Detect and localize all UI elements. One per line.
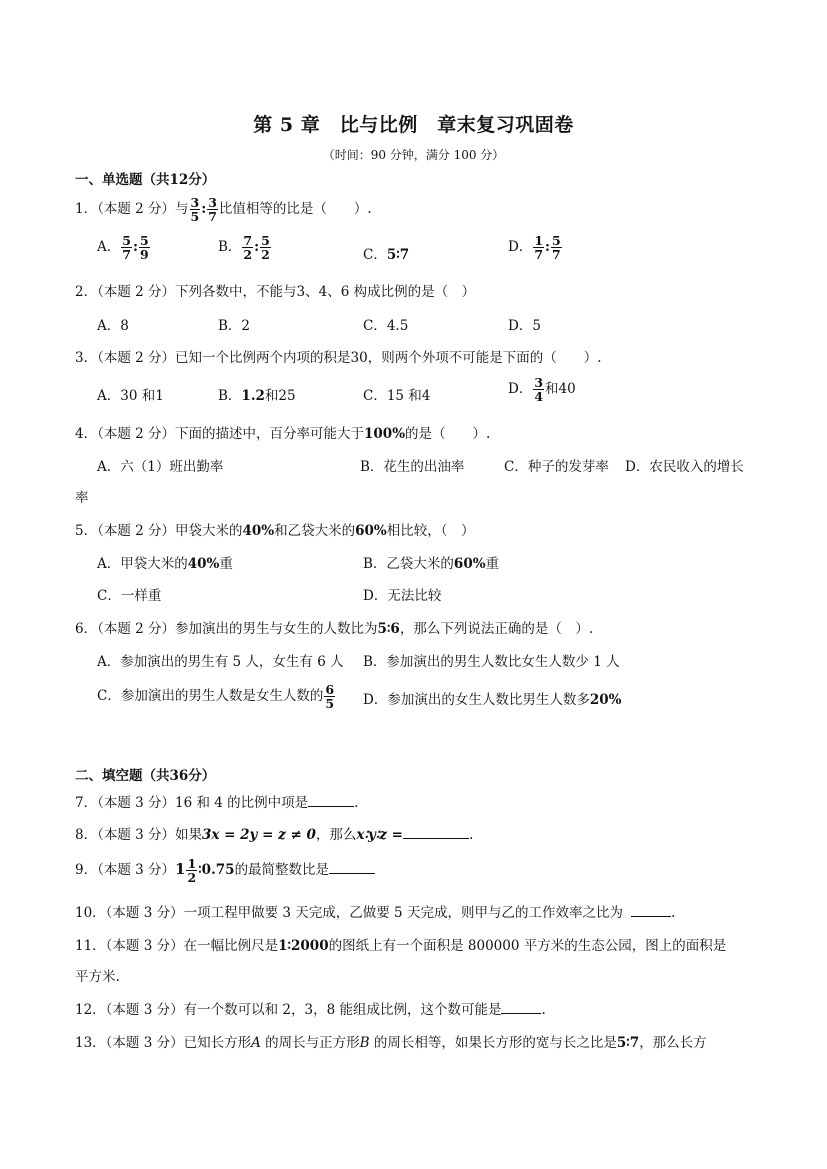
- question-text: 1．（本题 2 分）与: [75, 201, 189, 217]
- q1-option-c[interactable]: C．5∶7: [363, 247, 410, 263]
- question-12: 12．（本题 3 分）有一个数可以和 2，3，8 能组成比例，这个数可能是 .: [75, 1002, 546, 1018]
- question-11: 11．（本题 3 分）在一幅比例尺是1∶2000的图纸上有一个面积是 800000 平方米的生态公园，图上的面积是: [75, 938, 727, 954]
- q4-option-d[interactable]: D．农民收入的增长: [625, 459, 744, 475]
- question-7: 7．（本题 3 分）16 和 4 的比例中项是 .: [75, 795, 359, 811]
- q3-option-d[interactable]: D． $\frac{3}{4}$ 和40: [508, 375, 576, 405]
- q3-option-c[interactable]: C．15 和4: [363, 388, 431, 404]
- q4-option-b[interactable]: B．花生的出油率: [360, 459, 465, 475]
- page-title: 第 5 章 比与比例 章末复习巩固卷: [253, 114, 574, 136]
- q5-option-d[interactable]: D．无法比较: [363, 588, 442, 604]
- q4-option-a[interactable]: A．六（1）班出勤率: [97, 459, 224, 475]
- q5-option-a[interactable]: A．甲袋大米的40%重: [97, 556, 233, 572]
- fraction: $\frac{3}{5}$: [190, 194, 200, 224]
- section-heading-single-choice: 一、单选题（共12分）: [75, 172, 216, 188]
- question-2: 2．（本题 2 分）下列各数中，不能与3、4、6 构成比例的是（ ）: [75, 284, 476, 300]
- question-3: 3．（本题 2 分）已知一个比例两个内项的积是30，则两个外项不可能是下面的（ ）.: [75, 350, 602, 366]
- question-text: 比值相等的比是（ ）.: [218, 201, 372, 217]
- question-4: 4．（本题 2 分）下面的描述中，百分率可能大于100%的是（ ）.: [75, 426, 491, 442]
- q2-option-d[interactable]: D．5: [508, 318, 541, 334]
- q6-option-a[interactable]: A．参加演出的男生有 5 人，女生有 6 人: [97, 654, 344, 670]
- question-10: 10．（本题 3 分）一项工程甲做要 3 天完成，乙做要 5 天完成，则甲与乙的工作效率之比为 .: [75, 905, 676, 921]
- q3-option-b[interactable]: B．1.2和25: [218, 388, 296, 404]
- q6-option-b[interactable]: B．参加演出的男生人数比女生人数少 1 人: [363, 654, 620, 670]
- q2-option-b[interactable]: B．2: [218, 318, 251, 334]
- section-heading-fill-in: 二、填空题（共36分）: [75, 768, 216, 784]
- q1-option-b[interactable]: B． $\frac{7}{2}$ : $\frac{5}{2}$: [218, 233, 270, 263]
- question-8: 8．（本题 3 分）如果3x = 2y = z ≠ 0，那么x∶y∶z = .: [75, 827, 474, 843]
- q4-option-d-wrap: 率: [75, 490, 89, 506]
- question-11-wrap: 平方米.: [75, 969, 120, 985]
- q6-option-d[interactable]: D．参加演出的女生人数比男生人数多20%: [363, 692, 622, 708]
- q2-option-a[interactable]: A．8: [97, 318, 129, 334]
- question-9: 9．（本题 3 分）1 $\frac{1}{2}$ ∶0.75的最简整数比是: [75, 852, 375, 887]
- question-1: 1．（本题 2 分）与 $\frac{3}{5}$ : $\frac{3}{7}$ 比值相等的比是（ ）.: [75, 194, 372, 224]
- q1-option-d[interactable]: D． $\frac{1}{7}$ : $\frac{5}{7}$: [508, 233, 561, 263]
- answer-blank[interactable]: [501, 1000, 541, 1014]
- question-13: 13．（本题 3 分）已知长方形A 的周长与正方形B 的周长相等，如果长方形的宽与长之比是5∶7，那么长方: [75, 1035, 707, 1051]
- q5-option-c[interactable]: C．一样重: [97, 588, 162, 604]
- question-6: 6．（本题 2 分）参加演出的男生与女生的人数比为5∶6，那么下列说法正确的是（ ）.: [75, 621, 594, 637]
- answer-blank[interactable]: [403, 825, 469, 839]
- question-5: 5．（本题 2 分）甲袋大米的40%和乙袋大米的60%相比较，（ ）: [75, 523, 475, 539]
- q2-option-c[interactable]: C．4.5: [363, 318, 409, 334]
- answer-blank[interactable]: [631, 903, 671, 917]
- answer-blank[interactable]: [329, 860, 375, 874]
- q1-option-a[interactable]: A． $\frac{5}{7}$ : $\frac{5}{9}$: [97, 233, 149, 263]
- answer-blank[interactable]: [308, 793, 354, 807]
- q3-option-a[interactable]: A．30 和1: [97, 388, 164, 404]
- fraction: $\frac{3}{7}$: [208, 194, 217, 224]
- q4-option-c[interactable]: C．种子的发芽率: [504, 459, 609, 475]
- exam-info: （时间：90 分钟，满分 100 分）: [322, 148, 505, 162]
- q5-option-b[interactable]: B．乙袋大米的60%重: [363, 556, 500, 572]
- q6-option-c[interactable]: C．参加演出的男生人数是女生人数的 $\frac{6}{5}$: [97, 681, 335, 711]
